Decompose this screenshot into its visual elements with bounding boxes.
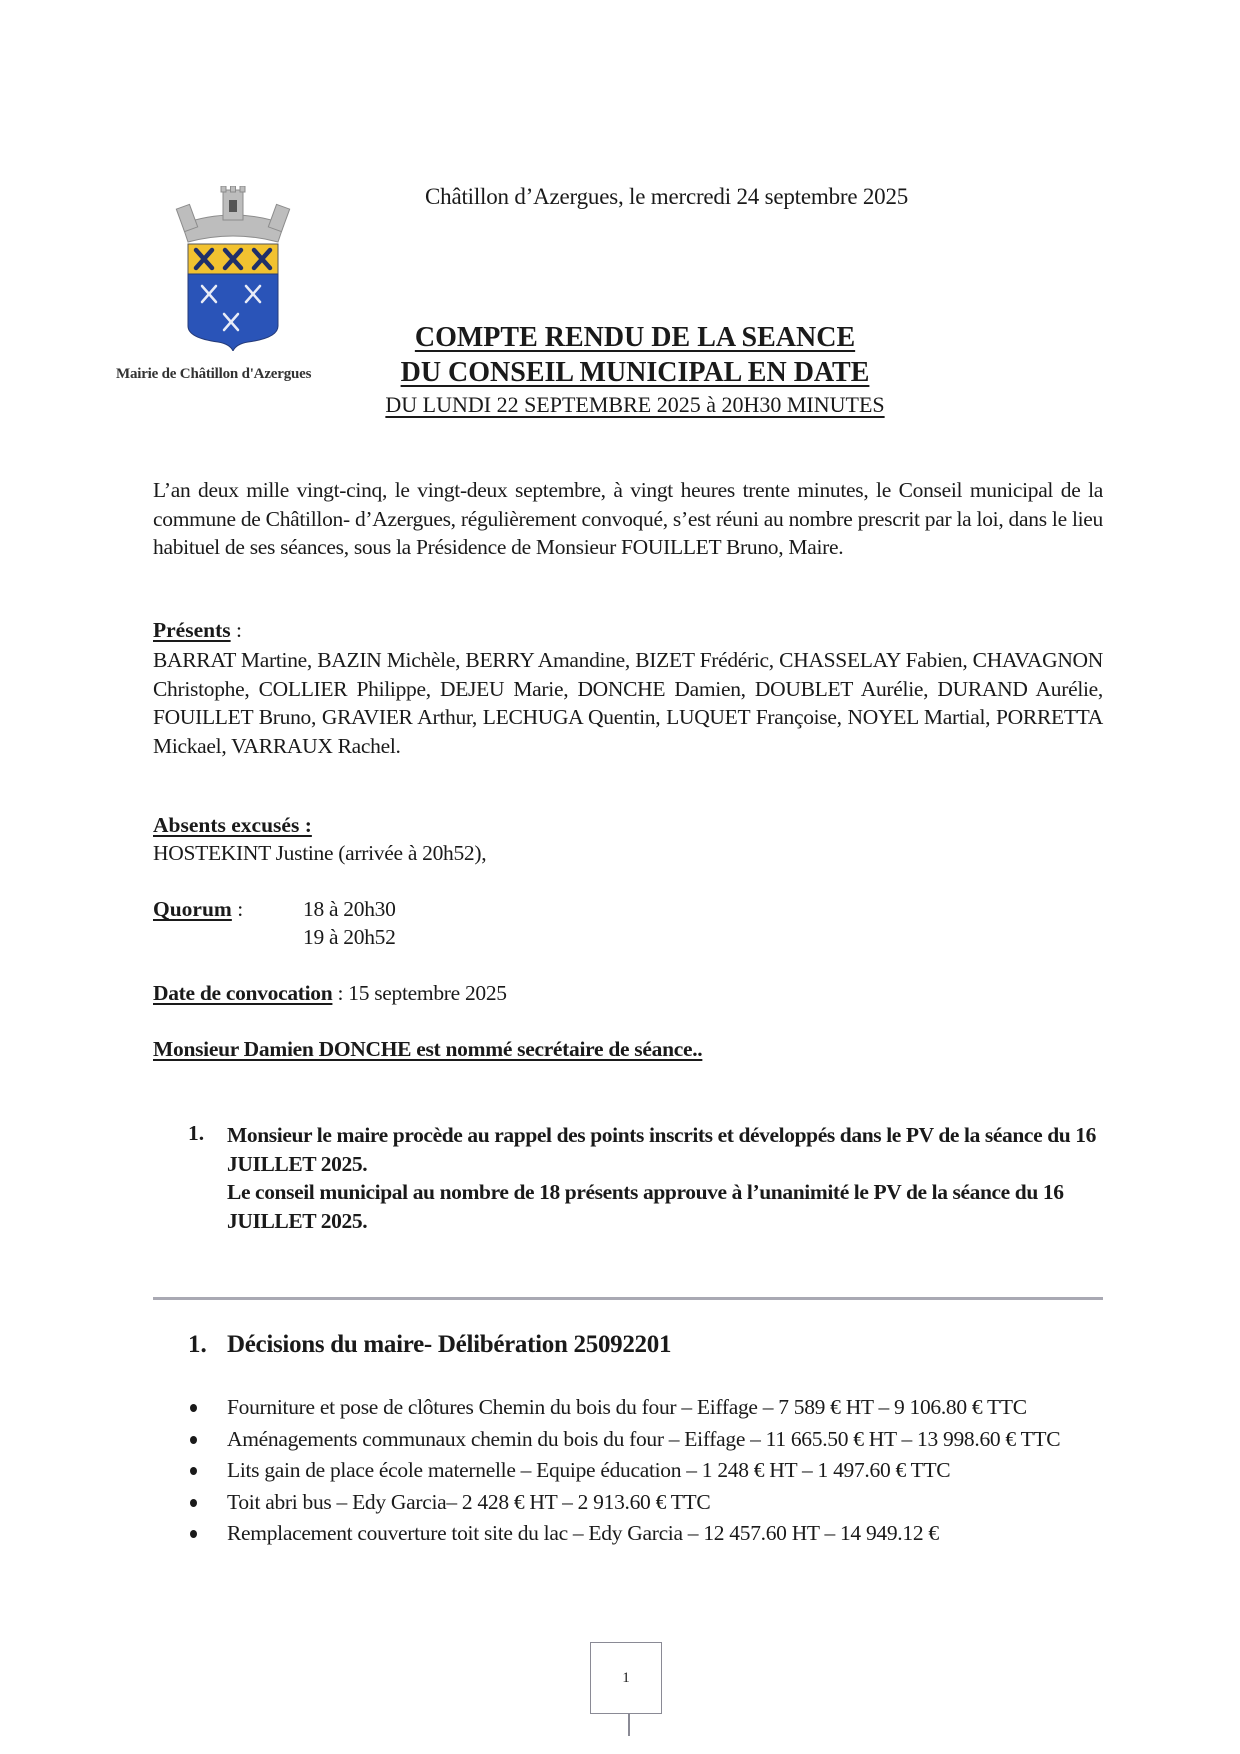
list-item (188, 1393, 1108, 1422)
presents-sep: : (230, 618, 242, 642)
decisions-list (188, 1393, 1108, 1551)
bullet-icon (190, 1467, 197, 1475)
item-1-text-b: Le conseil municipal au nombre de 18 présents approuve à l’unanimité le PV de la séance du 16 JUILLET 2025. (227, 1180, 1064, 1233)
decisions-heading: Décisions du maire- Délibération 25092201 (227, 1331, 672, 1358)
bullet-icon (190, 1404, 197, 1412)
decision-text: Remplacement couverture toit site du lac – Edy Garcia – 12 457.60 HT – 14 949.12 € (227, 1521, 939, 1545)
decision-text: Toit abri bus – Edy Garcia– 2 428 € HT – 2 913.60 € TTC (227, 1489, 711, 1514)
logo-caption: Mairie de Châtillon d'Azergues (116, 366, 312, 382)
quorum-heading (153, 897, 243, 922)
section-divider (153, 1297, 1103, 1300)
secretary-statement: Monsieur Damien DONCHE est nommé secrétaire de séance.. (153, 1037, 703, 1061)
quorum-value-1: 18 à 20h30 (303, 897, 396, 921)
absents-value: HOSTEKINT Justine (arrivée à 20h52), (153, 841, 487, 865)
bullet-icon (190, 1499, 197, 1507)
presents-label: Présents (153, 618, 231, 642)
absents-heading: Absents excusés : (153, 813, 312, 837)
page-title-line-1: COMPTE RENDU DE LA SEANCE (414, 322, 856, 353)
intro-paragraph: L’an deux mille vingt-cinq, le vingt-deux septembre, à vingt heures trente minutes, le Conseil municipal de la commune de Châtillon- d’Azergues, régulièrement convoqué, s’est réuni au nombre prescrit par la loi, dans le lieu habituel de ses séances, sous la Présidence de Monsieur FOUILLET Bruno, Maire. (153, 478, 1103, 559)
page-number: 1 (590, 1642, 662, 1714)
item-1-text (227, 1121, 1103, 1235)
coat-of-arms-icon (168, 186, 298, 351)
quorum-value-2: 19 à 20h52 (303, 925, 396, 949)
quorum-label: Quorum (153, 897, 232, 921)
presents-list: BARRAT Martine, BAZIN Michèle, BERRY Amandine, BIZET Frédéric, CHASSELAY Fabien, CHAVAGNON Christophe, COLLIER Philippe, DEJEU Marie, DONCHE Damien, DOUBLET Aurélie, DURAND Aurélie, FOUILLET Bruno, GRAVIER Arthur, LECHUGA Quentin, LUQUET Françoise, NOYEL Martial, PORRETTA Mickael, VARRAUX Rachel. (153, 648, 1103, 758)
convocation-value: : 15 septembre 2025 (332, 981, 507, 1005)
decision-text: Aménagements communaux chemin du bois du four – Eiffage – 11 665.50 € HT – 13 998.60 € TTC (227, 1426, 1061, 1451)
bullet-icon (190, 1436, 197, 1444)
list-item (188, 1425, 1108, 1454)
presents-heading (153, 618, 242, 643)
decision-text: Lits gain de place école maternelle – Equipe éducation – 1 248 € HT – 1 497.60 € TTC (227, 1458, 951, 1482)
decision-text: Fourniture et pose de clôtures Chemin du bois du four – Eiffage – 7 589 € HT – 9 106.80 € TTC (227, 1395, 1027, 1419)
convocation-date (153, 981, 507, 1006)
page-subtitle: DU LUNDI 22 SEPTEMBRE 2025 à 20H30 MINUTES (385, 392, 885, 417)
list-item (188, 1519, 1108, 1548)
list-item (188, 1456, 1108, 1485)
page-number-tick (628, 1714, 630, 1736)
decisions-number: 1. (188, 1331, 207, 1358)
quorum-sep: : (231, 897, 244, 921)
item-1-text-a: Monsieur le maire procède au rappel des points inscrits et développés dans le PV de la séance du 16 JUILLET 2025. (227, 1123, 1096, 1176)
page-title-line-2: DU CONSEIL MUNICIPAL EN DATE (400, 357, 870, 388)
bullet-icon (190, 1530, 197, 1538)
document-date: Châtillon d’Azergues, le mercredi 24 septembre 2025 (425, 184, 909, 209)
list-item (188, 1488, 1108, 1517)
item-1-number: 1. (188, 1121, 205, 1145)
convocation-label: Date de convocation (153, 981, 333, 1005)
